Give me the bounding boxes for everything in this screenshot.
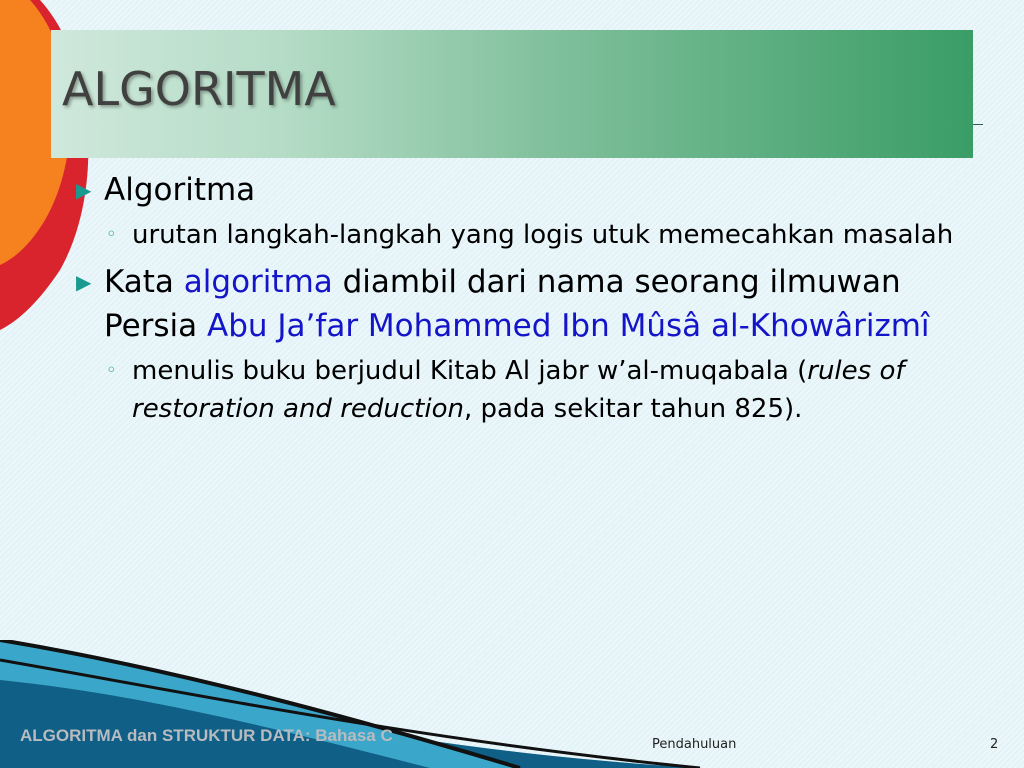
book-title-italic: rules of restoration and reduction	[132, 356, 905, 424]
sub-bullet-definition	[70, 216, 970, 254]
sub-bullet-book-part2: , pada sekitar tahun 825).	[463, 394, 803, 424]
slide-content	[70, 168, 970, 428]
hollow-circle-icon: ◦	[106, 360, 117, 381]
highlight-scientist-name: Abu Ja’far Mohammed Ibn Mûsâ al-Khowârizmî	[207, 308, 930, 344]
bullet-kata-algoritma	[70, 260, 970, 348]
footer-section-name: Pendahuluan	[652, 737, 737, 752]
hollow-circle-icon: ◦	[106, 224, 117, 245]
footer-page-number: 2	[990, 737, 999, 752]
title-underline-accent	[973, 124, 983, 125]
highlight-algoritma: algoritma	[183, 264, 333, 300]
footer-course-title: ALGORITMA dan STRUKTUR DATA: Bahasa C	[20, 726, 393, 745]
bullet-algoritma	[70, 168, 970, 212]
slide-title: ALGORITMA	[62, 62, 336, 116]
triangle-right-icon: ▶	[76, 178, 92, 202]
bullet-kata-part1: Kata	[104, 264, 184, 300]
sub-bullet-definition-text: urutan langkah-langkah yang logis utuk memecahkan masalah	[132, 220, 954, 250]
bottom-decoration-swoosh	[0, 640, 1024, 768]
bullet-kata-part2: diambil dari nama seorang ilmuwan Persia	[104, 264, 901, 344]
sub-bullet-book-part1: menulis buku berjudul Kitab Al jabr w’al-muqabala (	[132, 356, 808, 386]
triangle-right-icon: ▶	[76, 270, 92, 294]
bullet-algoritma-text: Algoritma	[104, 172, 256, 208]
sub-bullet-book	[70, 352, 970, 428]
